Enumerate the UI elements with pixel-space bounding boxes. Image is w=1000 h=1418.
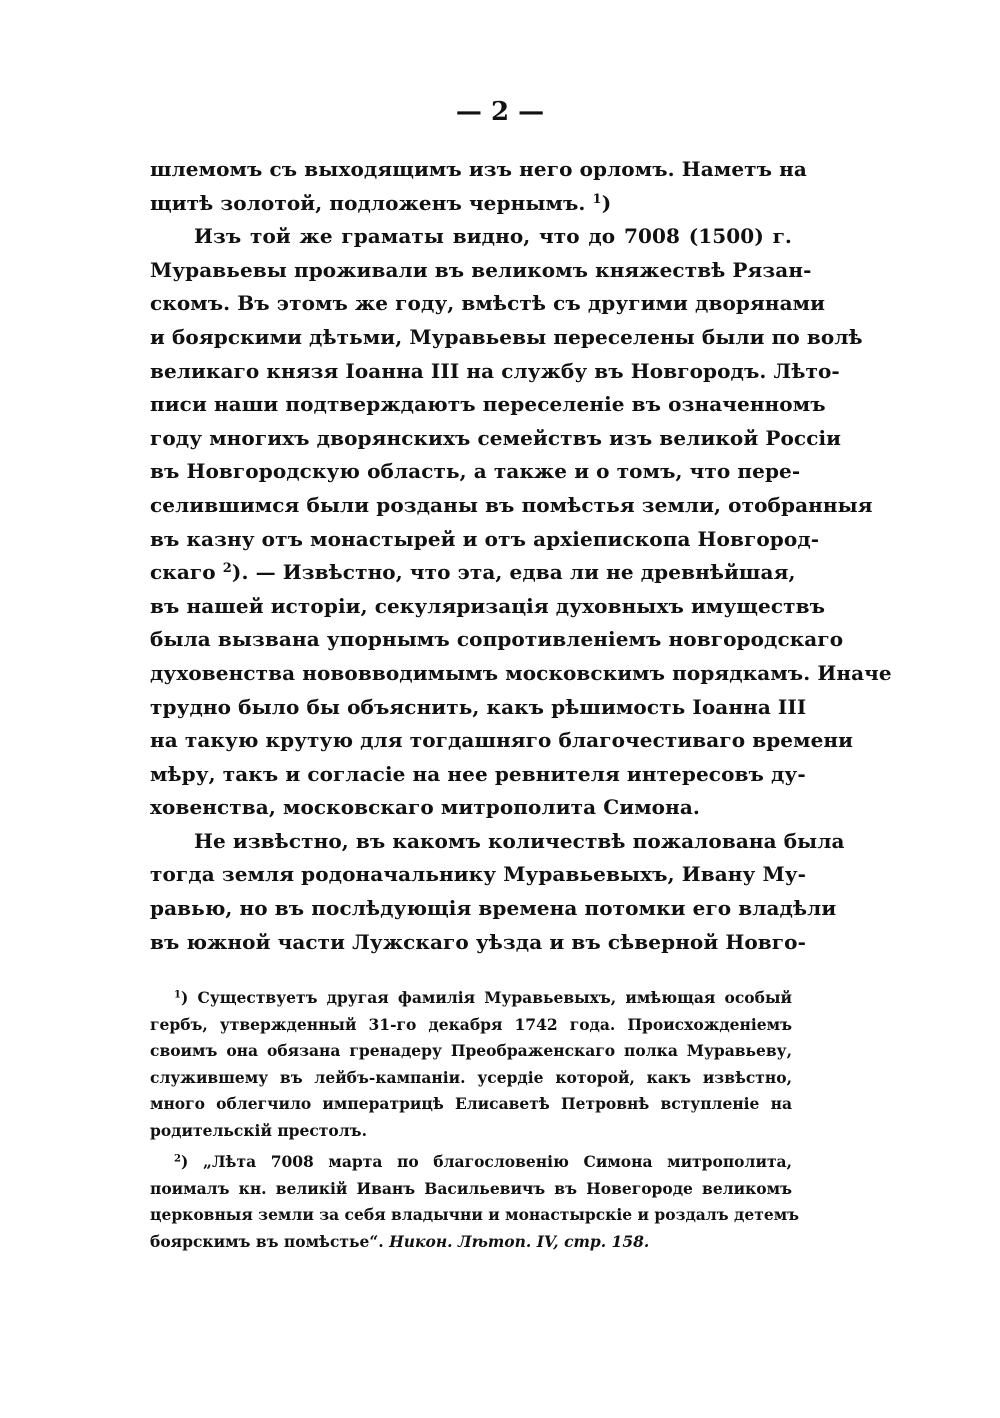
footnote-1 [150,985,792,1144]
text-line: духовенства нововводимымъ московскимъ порядкамъ. Иначе [150,660,892,685]
footnote-line [150,1149,792,1176]
text-fragment: щитѣ золотой, подложенъ чернымъ. [150,190,586,215]
text-fragment: ). — Извѣстно, что эта, едва ли не древнѣйшая, [231,560,796,585]
text-line: въ казну отъ монастырей и отъ архіепископа Новгород- [150,526,820,551]
footnote-line [150,1229,792,1256]
footnotes-section [150,985,800,1255]
footnote-2 [150,1149,800,1255]
paragraph-start-line: Не извѣстно, въ какомъ количествѣ пожалована была [194,828,845,853]
footnote-line [150,985,792,1012]
text-line: шлемомъ съ выходящимъ изъ него орломъ. Наметъ на [150,157,807,181]
text-line: на такую крутую для тогдашняго благочестиваго времени [150,728,854,753]
footnote-marker: 2 [174,1153,182,1165]
text-line: равью, но въ послѣдующія времена потомки его владѣли [150,896,837,921]
text-line [150,556,796,590]
text-fragment: ) „Лѣта 7008 марта по благословенію Симона митрополита, [181,1152,792,1171]
text-line: щитѣ золотой, подложенъ чернымъ. $^1$) [150,190,612,215]
text-fragment: скаго [150,560,216,585]
text-line: Муравьевы проживали въ великомъ княжествѣ Рязан- [150,257,812,282]
text-line: въ южной части Лужскаго уѣзда и въ сѣверной Новго- [150,929,806,954]
text-line: селившимся были розданы въ помѣстья земли, отобранныя [150,492,873,517]
text-line: великаго князя Іоанна III на службу въ Новгородъ. Лѣто- [150,358,840,383]
footnote-marker: 1 [174,989,182,1001]
footnote-line: поималъ кн. великій Иванъ Васильевичъ въ Новегороде великомъ [150,1178,792,1198]
text-fragment: боярскимъ въ помѣстье“. [150,1231,384,1251]
footnote-line: своимъ она обязана гренадеру Преображенскаго полка Муравьеву, [150,1041,792,1060]
footnote-line: гербъ, утвержденный 31-го декабря 1742 года. Происхожденіемъ [150,1014,792,1034]
main-text [150,153,892,959]
text-line: и боярскими дѣтьми, Муравьевы переселены были по волѣ [150,324,863,349]
text-line: тогда земля родоначальнику Муравьевыхъ, Ивану Му- [150,862,807,887]
footnote-ref-1[interactable]: 1 [592,191,602,207]
footnote-line: служившему въ лейбъ-кампаніи. усердіе которой, какъ извѣстно, [150,1067,792,1087]
text-line: была вызвана упорнымъ сопротивленіемъ новгородскаго [150,627,844,652]
text-line: году многихъ дворянскихъ семействъ изъ великой Россіи [150,425,842,450]
footnote-line: церковныя земли за себя владычни и монастырскіе и роздалъ детемъ [150,1205,800,1224]
text-line: въ Новгородскую область, а также и о томъ, что пере- [150,459,801,484]
text-line: въ нашей исторіи, секуляризація духовныхъ имуществъ [150,593,826,618]
paragraph-start-line: Изъ той же граматы видно, что до 7008 (1500) г. [194,224,792,249]
footnote-line: родительскій престолъ. [150,1120,367,1140]
text-line: трудно было бы объяснить, какъ рѣшимость Іоанна III [150,694,807,719]
text-fragment: ) Существуетъ другая фамилія Муравьевыхъ, имѣющая особый [181,988,792,1007]
page-number: — 2 — [455,97,545,127]
text-line: скомъ. Въ этомъ же году, вмѣстѣ съ другими дворянами [150,291,826,316]
text-line: писи наши подтверждаютъ переселеніе въ означенномъ [150,392,826,417]
text-line: мѣру, такъ и согласіе на нее ревнителя интересовъ ду- [150,761,806,786]
footnote-ref-2[interactable]: 2 [222,560,232,576]
text-line: ховенства, московскаго митрополита Симона. [150,795,700,820]
footnote-line: много облегчило императрицѣ Елисаветѣ Петровнѣ вступленіе на [150,1094,792,1113]
citation: Никон. Лѣтоп. IV, стр. 158. [389,1231,650,1251]
